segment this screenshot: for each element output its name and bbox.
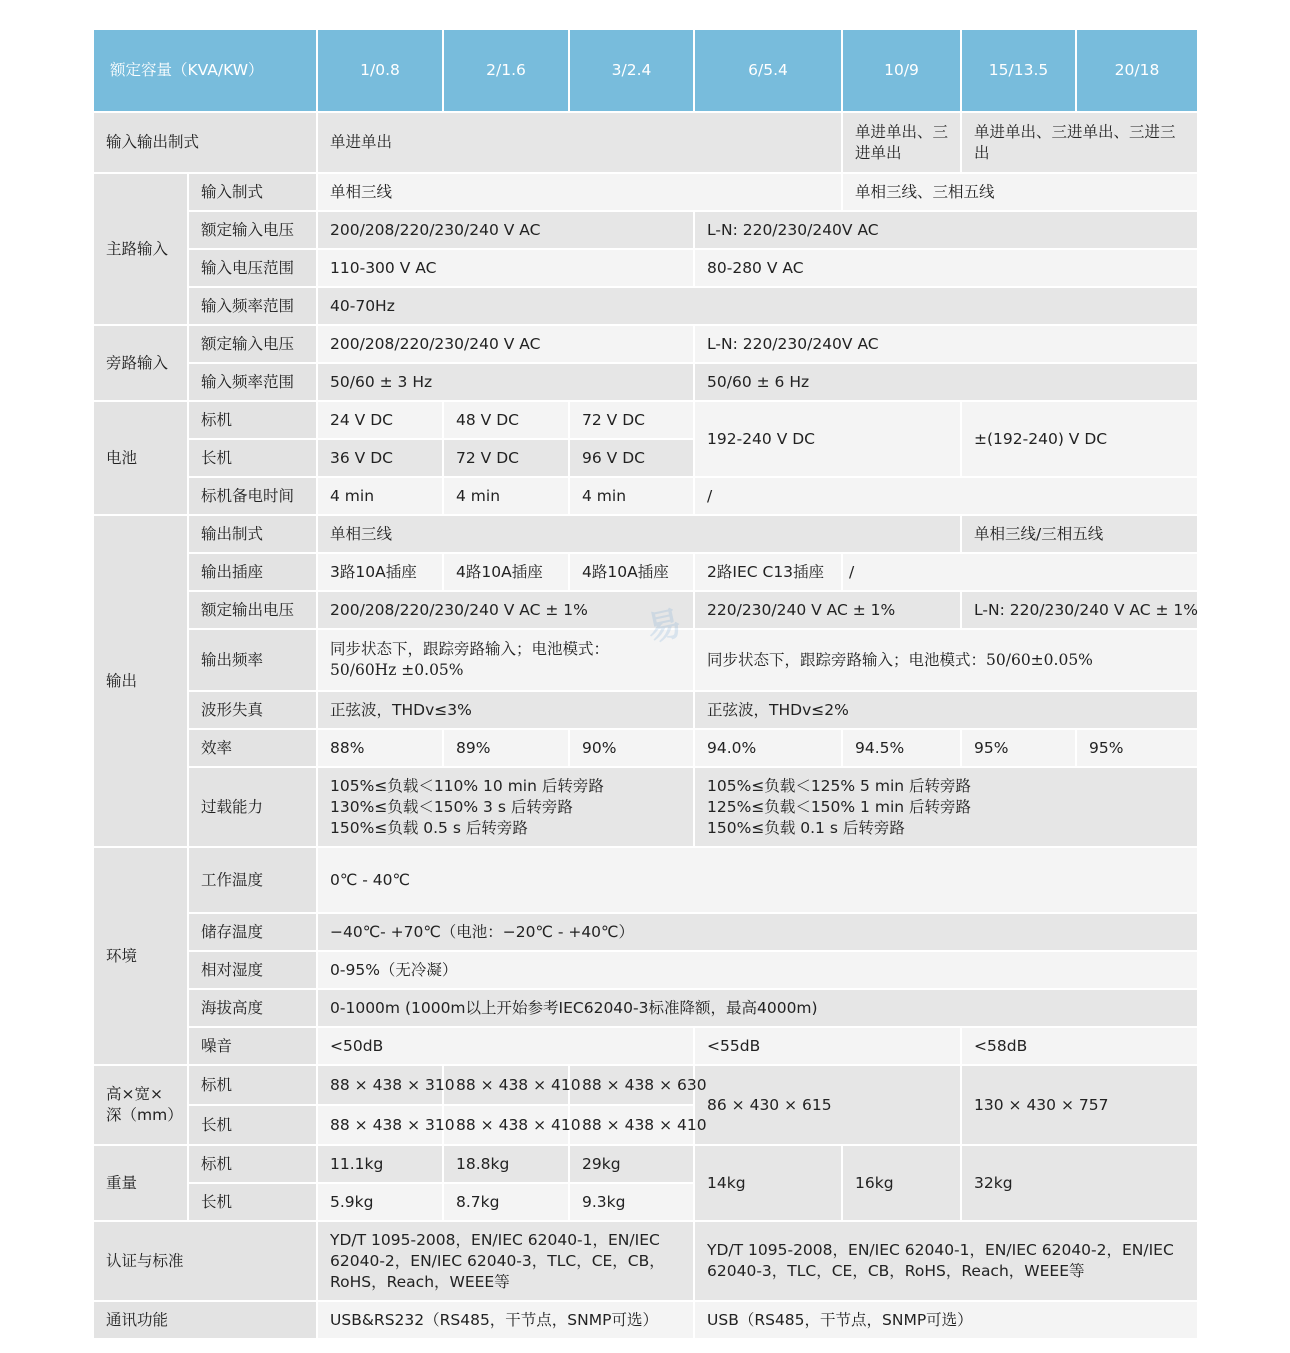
cell: 0℃ - 40℃ [317, 847, 1198, 913]
cell: 94.0% [694, 729, 842, 767]
row-label: 长机 [188, 1183, 317, 1221]
cell: 89% [443, 729, 569, 767]
cell: 88 × 438 × 410 [443, 1065, 569, 1105]
io-mode-row [93, 112, 1198, 173]
cell: 单相三线 [317, 173, 842, 211]
overload-line: 150%≤负载 0.5 s 后转旁路 [330, 818, 528, 837]
cell: 5.9kg [317, 1183, 443, 1221]
cell: 88 × 438 × 310 [317, 1105, 443, 1145]
cell: 单进单出、三进单出、三进三出 [961, 112, 1198, 173]
cell: 24 V DC [317, 401, 443, 439]
header-model: 2/1.6 [443, 29, 569, 112]
table-row [93, 767, 1198, 847]
cell: L-N: 220/230/240V AC [694, 211, 1198, 249]
overload-line: 105%≤负载＜125% 5 min 后转旁路 [707, 776, 972, 795]
table-row [93, 325, 1198, 363]
row-label: 输出插座 [188, 553, 317, 591]
row-label: 波形失真 [188, 691, 317, 729]
spec-table [92, 28, 1199, 1340]
cell: 130 × 430 × 757 [961, 1065, 1198, 1145]
row-label: 认证与标准 [93, 1221, 317, 1301]
overload-line: 125%≤负载＜150% 1 min 后转旁路 [707, 797, 972, 816]
cell: 同步状态下，跟踪旁路输入；电池模式：50/60Hz ±0.05% [317, 629, 694, 691]
table-row [93, 553, 1198, 591]
header-model: 1/0.8 [317, 29, 443, 112]
cell: / [694, 477, 1198, 515]
header-model: 6/5.4 [694, 29, 842, 112]
cell: 9.3kg [569, 1183, 694, 1221]
cell: / [842, 553, 1198, 591]
group-label: 主路输入 [93, 173, 188, 325]
cell: 4 min [569, 477, 694, 515]
table-row [93, 1065, 1198, 1105]
cell: 4路10A插座 [569, 553, 694, 591]
table-row [93, 847, 1198, 913]
cell: 正弦波，THDv≤2% [694, 691, 1198, 729]
table-row [93, 477, 1198, 515]
table-row [93, 913, 1198, 951]
cell: 88 × 438 × 310 [317, 1065, 443, 1105]
group-label: 环境 [93, 847, 188, 1065]
cell: L-N: 220/230/240 V AC ± 1% [961, 591, 1198, 629]
cell: 90% [569, 729, 694, 767]
row-label: 长机 [188, 1105, 317, 1145]
cell: 单进单出 [317, 112, 842, 173]
cell: USB&RS232（RS485，干节点，SNMP可选） [317, 1301, 694, 1339]
row-label: 输入频率范围 [188, 363, 317, 401]
row-label: 工作温度 [188, 847, 317, 913]
cell: 8.7kg [443, 1183, 569, 1221]
cell: ±(192-240) V DC [961, 401, 1198, 477]
cell: 0-1000m (1000m以上开始参考IEC62040-3标准降额，最高4000m) [317, 989, 1198, 1027]
cell [317, 767, 694, 847]
cell: 110-300 V AC [317, 249, 694, 287]
row-label: 效率 [188, 729, 317, 767]
group-label: 旁路输入 [93, 325, 188, 401]
row-label: 额定输出电压 [188, 591, 317, 629]
cell: 200/208/220/230/240 V AC ± 1% [317, 591, 694, 629]
cell: 96 V DC [569, 439, 694, 477]
cell: L-N: 220/230/240V AC [694, 325, 1198, 363]
cell: 单相三线 [317, 515, 961, 553]
group-label: 高×宽×深（mm） [93, 1065, 188, 1145]
table-row [93, 1027, 1198, 1065]
cell: 50/60 ± 6 Hz [694, 363, 1198, 401]
cell: 0-95%（无冷凝） [317, 951, 1198, 989]
row-label: 额定输入电压 [188, 325, 317, 363]
row-label: 相对湿度 [188, 951, 317, 989]
table-row [93, 287, 1198, 325]
table-row [93, 211, 1198, 249]
watermark: 易 [643, 603, 686, 650]
cell: 14kg [694, 1145, 842, 1221]
cell: 单相三线/三相五线 [961, 515, 1198, 553]
cell: 72 V DC [443, 439, 569, 477]
table-row [93, 515, 1198, 553]
row-label: 标机 [188, 401, 317, 439]
cell: 72 V DC [569, 401, 694, 439]
cell: 4 min [317, 477, 443, 515]
table-row [93, 729, 1198, 767]
cell: 单相三线、三相五线 [842, 173, 1198, 211]
row-label: 额定输入电压 [188, 211, 317, 249]
row-label: 输出频率 [188, 629, 317, 691]
cell: 单进单出、三进单出 [842, 112, 961, 173]
cell: 94.5% [842, 729, 961, 767]
table-row [93, 401, 1198, 439]
overload-line: 150%≤负载 0.1 s 后转旁路 [707, 818, 905, 837]
table-row [93, 951, 1198, 989]
cell: 32kg [961, 1145, 1198, 1221]
table-row [93, 629, 1198, 691]
table-row [93, 591, 1198, 629]
cell: <55dB [694, 1027, 961, 1065]
group-label: 输出 [93, 515, 188, 847]
cell: 50/60 ± 3 Hz [317, 363, 694, 401]
table-row [93, 1221, 1198, 1301]
table-row [93, 989, 1198, 1027]
row-label: 标机 [188, 1065, 317, 1105]
row-label: 储存温度 [188, 913, 317, 951]
row-label: 输入输出制式 [93, 112, 317, 173]
table-row [93, 691, 1198, 729]
header-model: 3/2.4 [569, 29, 694, 112]
cell: −40℃- +70℃（电池：−20℃ - +40℃） [317, 913, 1198, 951]
table-row [93, 1145, 1198, 1183]
cell: 192-240 V DC [694, 401, 961, 477]
header-model: 10/9 [842, 29, 961, 112]
group-label: 重量 [93, 1145, 188, 1221]
cell: 4路10A插座 [443, 553, 569, 591]
table-row [93, 1301, 1198, 1339]
table-row [93, 249, 1198, 287]
row-label: 输入电压范围 [188, 249, 317, 287]
table-row [93, 363, 1198, 401]
group-label: 电池 [93, 401, 188, 515]
cell: 88% [317, 729, 443, 767]
cell: 29kg [569, 1145, 694, 1183]
row-label: 标机备电时间 [188, 477, 317, 515]
cell: 88 × 438 × 410 [569, 1105, 694, 1145]
cell: 200/208/220/230/240 V AC [317, 211, 694, 249]
cell: 95% [961, 729, 1076, 767]
cell: 80-280 V AC [694, 249, 1198, 287]
cell: 40-70Hz [317, 287, 1198, 325]
row-label: 海拔高度 [188, 989, 317, 1027]
cell: 220/230/240 V AC ± 1% [694, 591, 961, 629]
cell: <58dB [961, 1027, 1198, 1065]
header-capacity-label: 额定容量（KVA/KW） [93, 29, 317, 112]
cell: 95% [1076, 729, 1198, 767]
cell: 2路IEC C13插座 [694, 553, 842, 591]
header-model: 15/13.5 [961, 29, 1076, 112]
row-label: 输入制式 [188, 173, 317, 211]
cell: 同步状态下，跟踪旁路输入；电池模式：50/60±0.05% [694, 629, 1198, 691]
row-label: 长机 [188, 439, 317, 477]
cell: 88 × 438 × 410 [443, 1105, 569, 1145]
cell: 18.8kg [443, 1145, 569, 1183]
header-model: 20/18 [1076, 29, 1198, 112]
cell [694, 767, 1198, 847]
row-label: 标机 [188, 1145, 317, 1183]
overload-line: 105%≤负载＜110% 10 min 后转旁路 [330, 776, 604, 795]
cell: 36 V DC [317, 439, 443, 477]
table-row [93, 173, 1198, 211]
cell: 正弦波，THDv≤3% [317, 691, 694, 729]
overload-line: 130%≤负载＜150% 3 s 后转旁路 [330, 797, 573, 816]
cell: 88 × 438 × 630 [569, 1065, 694, 1105]
cell: <50dB [317, 1027, 694, 1065]
row-label: 过载能力 [188, 767, 317, 847]
cell: 4 min [443, 477, 569, 515]
cell: 200/208/220/230/240 V AC [317, 325, 694, 363]
row-label: 噪音 [188, 1027, 317, 1065]
cell: YD/T 1095-2008，EN/IEC 62040-1，EN/IEC 62040-2，EN/IEC 62040-3，TLC，CE，CB，RoHS，Reach，WEEE等 [694, 1221, 1198, 1301]
row-label: 输出制式 [188, 515, 317, 553]
cell: 48 V DC [443, 401, 569, 439]
row-label: 通讯功能 [93, 1301, 317, 1339]
cell: YD/T 1095-2008，EN/IEC 62040-1，EN/IEC 62040-2，EN/IEC 62040-3，TLC，CE，CB，RoHS，Reach，WEEE等 [317, 1221, 694, 1301]
cell: 16kg [842, 1145, 961, 1221]
cell: 11.1kg [317, 1145, 443, 1183]
cell: USB（RS485，干节点，SNMP可选） [694, 1301, 1198, 1339]
row-label: 输入频率范围 [188, 287, 317, 325]
cell: 86 × 430 × 615 [694, 1065, 961, 1145]
header-row [93, 29, 1198, 112]
cell: 3路10A插座 [317, 553, 443, 591]
